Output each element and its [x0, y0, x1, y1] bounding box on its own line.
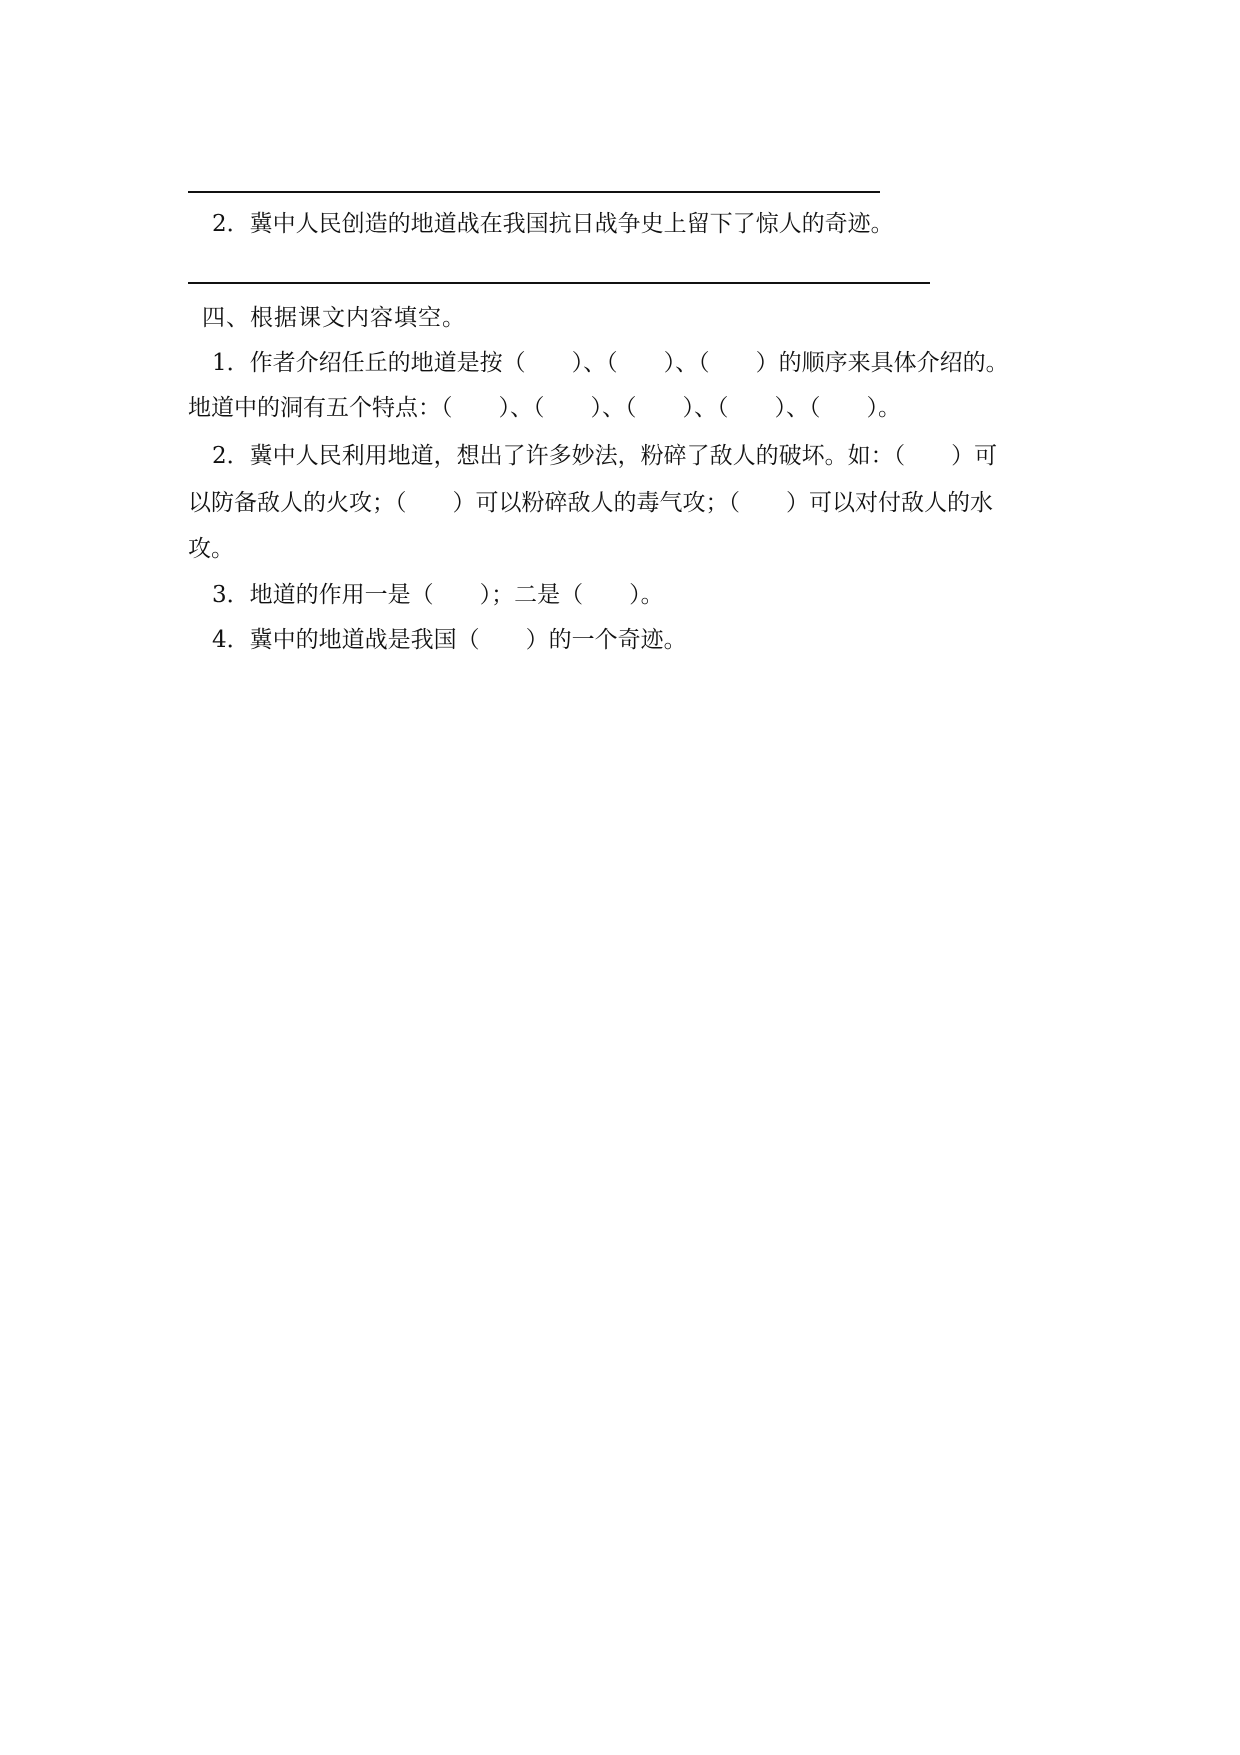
question-4-2-line-1: 2．冀中人民利用地道，想出了许多妙法，粉碎了敌人的破坏。如：（ ）可: [212, 443, 998, 469]
question-3-2: 2．冀中人民创造的地道战在我国抗日战争史上留下了惊人的奇迹。: [212, 211, 894, 237]
question-4-2-line-3: 攻。: [188, 536, 234, 562]
question-4-2-line-2: 以防备敌人的火攻；（ ）可以粉碎敌人的毒气攻；（ ）可以对付敌人的水: [188, 490, 993, 516]
question-4-1-line-2: 地道中的洞有五个特点：（ ）、（ ）、（ ）、（ ）、（ ）。: [188, 395, 901, 421]
answer-line: [188, 282, 930, 284]
question-4-3: 3．地道的作用一是（ ）；二是（ ）。: [212, 582, 664, 608]
answer-line: [188, 191, 880, 193]
question-4-1-line-1: 1．作者介绍任丘的地道是按（ ）、（ ）、（ ）的顺序来具体介绍的。: [212, 350, 1009, 376]
question-4-4: 4．冀中的地道战是我国（ ）的一个奇迹。: [212, 627, 687, 653]
section-4-heading: 四、根据课文内容填空。: [202, 305, 466, 331]
